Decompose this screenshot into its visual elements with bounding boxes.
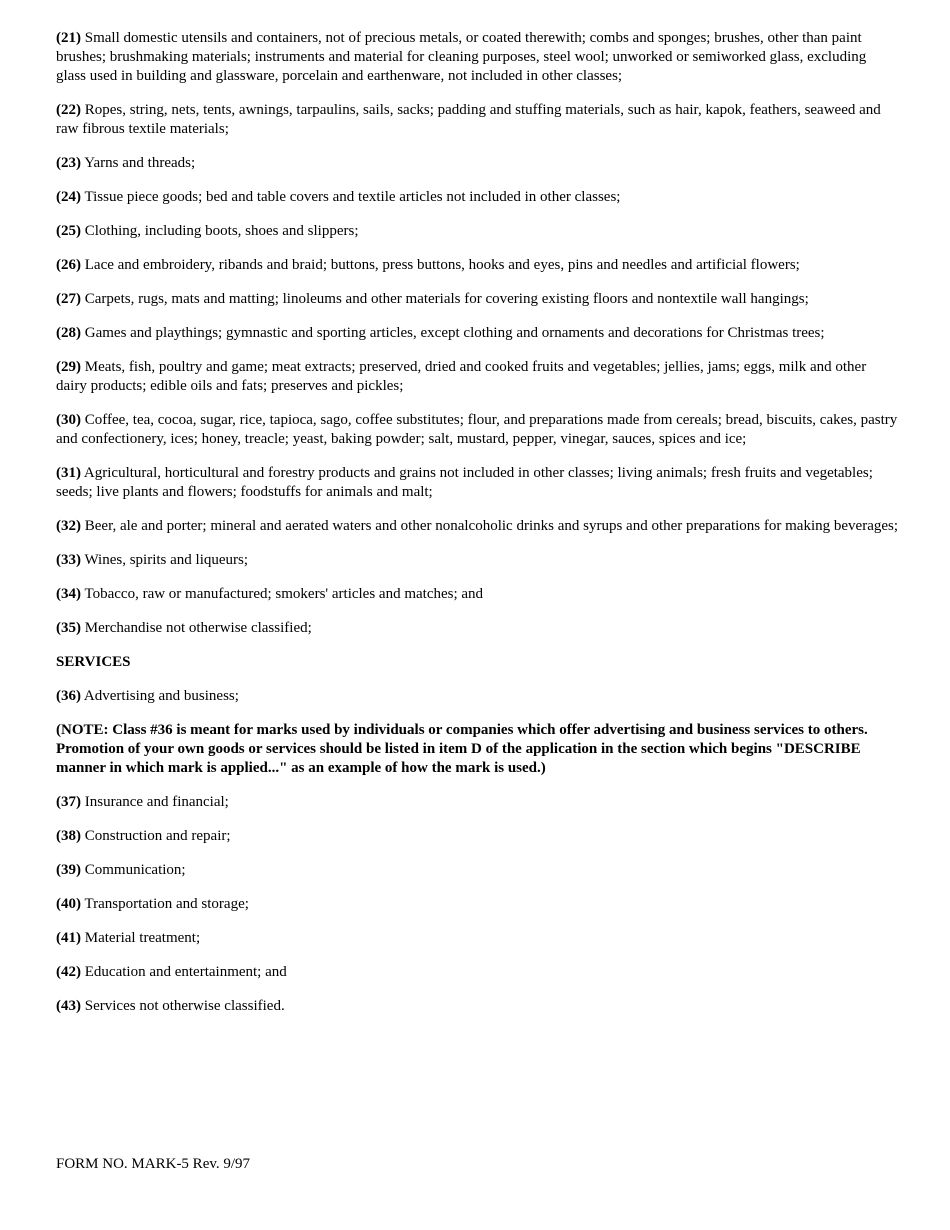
class-entry-41 <box>56 929 898 948</box>
class-number: (29) <box>56 359 81 375</box>
class-number: (39) <box>56 862 81 878</box>
class-entry-27 <box>56 290 898 309</box>
class-number: (35) <box>56 620 81 636</box>
class-entry-21 <box>56 29 898 86</box>
form-number-footer: FORM NO. MARK-5 Rev. 9/97 <box>56 1156 251 1172</box>
class-entry-23 <box>56 154 898 173</box>
class-entry-30 <box>56 411 898 449</box>
class-number: (26) <box>56 257 81 273</box>
document-body <box>56 29 898 1031</box>
class-number: (31) <box>56 465 81 481</box>
class-entry-32 <box>56 517 898 536</box>
class-entry-39 <box>56 861 898 880</box>
class-number: (43) <box>56 998 81 1014</box>
class-entry-36 <box>56 687 898 706</box>
class-number: (23) <box>56 155 81 171</box>
class-description: Lace and embroidery, ribands and braid; buttons, press buttons, hooks and eyes, pins and needles and artificial flowers; <box>81 257 800 273</box>
class-description: Carpets, rugs, mats and matting; linoleums and other materials for covering existing floors and nontextile wall hangings; <box>81 291 809 307</box>
class-number: (41) <box>56 930 81 946</box>
class-entry-38 <box>56 827 898 846</box>
class-number: (28) <box>56 325 81 341</box>
class-entry-29 <box>56 358 898 396</box>
class-description: Education and entertainment; and <box>81 964 287 980</box>
class-entry-40 <box>56 895 898 914</box>
class-description: Merchandise not otherwise classified; <box>81 620 312 636</box>
class-entry-34 <box>56 585 898 604</box>
class-entry-24 <box>56 188 898 207</box>
class-number: (42) <box>56 964 81 980</box>
class-description: Meats, fish, poultry and game; meat extracts; preserved, dried and cooked fruits and vegetables; jellies, jams; eggs, milk and other dairy products; edible oils and fats; preserves and pickles; <box>56 359 867 394</box>
class-number: (21) <box>56 30 81 46</box>
class-entry-43 <box>56 997 898 1016</box>
class-number: (24) <box>56 189 81 205</box>
class-description: Communication; <box>81 862 186 878</box>
class-number: (33) <box>56 552 81 568</box>
class-description: Games and playthings; gymnastic and sporting articles, except clothing and ornaments and decorations for Christmas trees; <box>81 325 825 341</box>
class-description: Transportation and storage; <box>81 896 249 912</box>
class-36-note: (NOTE: Class #36 is meant for marks used by individuals or companies which offer advertising and business services to others. Promotion of your own goods or services should be listed in item D of the application in the section which begins "DESCRIBE manner in which mark is applied..." as an example of how the mark is used.) <box>56 722 868 776</box>
class-description: Insurance and financial; <box>81 794 229 810</box>
class-description: Tobacco, raw or manufactured; smokers' articles and matches; and <box>81 586 484 602</box>
class-entry-26 <box>56 256 898 275</box>
class-entry-28 <box>56 324 898 343</box>
class-number: (38) <box>56 828 81 844</box>
class-number: (34) <box>56 586 81 602</box>
class-number: (36) <box>56 688 81 704</box>
class-number: (25) <box>56 223 81 239</box>
class-entry-33 <box>56 551 898 570</box>
class-entry-42 <box>56 963 898 982</box>
class-description: Clothing, including boots, shoes and slippers; <box>81 223 359 239</box>
class-number: (27) <box>56 291 81 307</box>
class-number: (40) <box>56 896 81 912</box>
class-number: (32) <box>56 518 81 534</box>
class-description: Construction and repair; <box>81 828 231 844</box>
class-description: Wines, spirits and liqueurs; <box>81 552 249 568</box>
class-entry-37 <box>56 793 898 812</box>
class-description: Beer, ale and porter; mineral and aerated waters and other nonalcoholic drinks and syrups and other preparations for making beverages; <box>81 518 899 534</box>
class-entry-35 <box>56 619 898 638</box>
class-description: Small domestic utensils and containers, not of precious metals, or coated therewith; combs and sponges; brushes, other than paint brushes; brushmaking materials; instruments and material for cleaning purposes, steel wool; unworked or semiworked glass, excluding glass used in building and glassware, porcelain and earthenware, not included in other classes; <box>56 30 867 84</box>
class-description: Material treatment; <box>81 930 201 946</box>
class-number: (22) <box>56 102 81 118</box>
class-entry-25 <box>56 222 898 241</box>
class-description: Services not otherwise classified. <box>81 998 285 1014</box>
class-description: Ropes, string, nets, tents, awnings, tarpaulins, sails, sacks; padding and stuffing materials, such as hair, kapok, feathers, seaweed and raw fibrous textile materials; <box>56 102 881 137</box>
class-entry-31 <box>56 464 898 502</box>
class-description: Yarns and threads; <box>81 155 196 171</box>
class-number: (37) <box>56 794 81 810</box>
class-number: (30) <box>56 412 81 428</box>
class-description: Coffee, tea, cocoa, sugar, rice, tapioca, sago, coffee substitutes; flour, and preparations made from cereals; bread, biscuits, cakes, pastry and confectionery, ices; honey, treacle; yeast, baking powder; salt, mustard, pepper, vinegar, sauces, spices and ice; <box>56 412 898 447</box>
class-entry-22 <box>56 101 898 139</box>
class-description: Tissue piece goods; bed and table covers and textile articles not included in other classes; <box>81 189 621 205</box>
services-heading: SERVICES <box>56 654 131 670</box>
class-description: Agricultural, horticultural and forestry products and grains not included in other classes; living animals; fresh fruits and vegetables; seeds; live plants and flowers; foodstuffs for animals and malt; <box>56 465 873 500</box>
class-description: Advertising and business; <box>81 688 239 704</box>
